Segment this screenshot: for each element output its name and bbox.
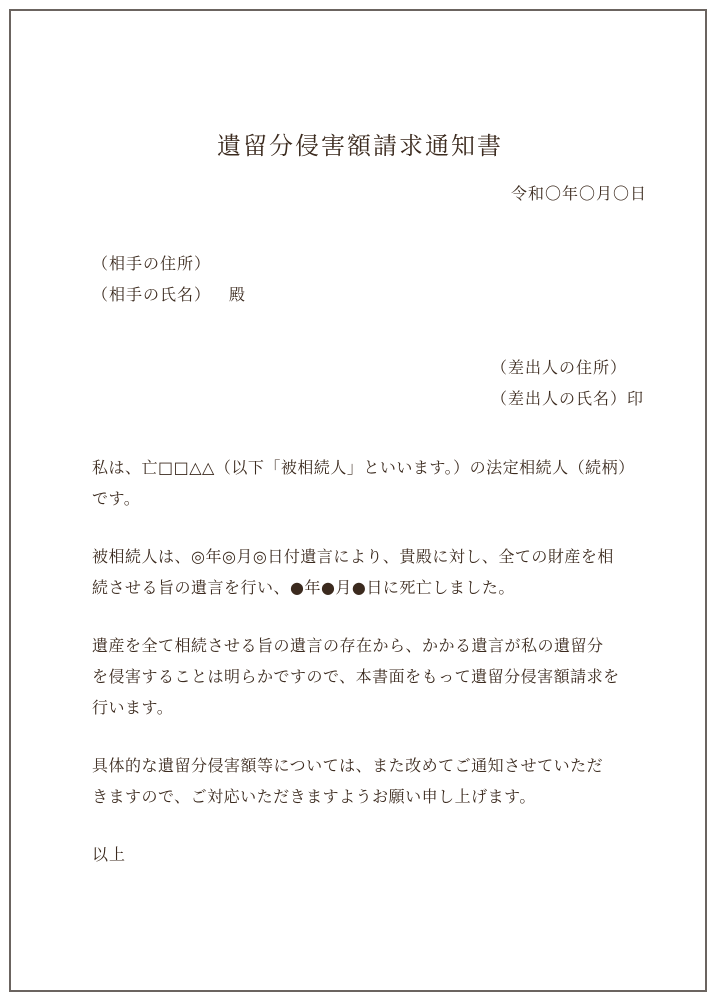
sender-address: （差出人の住所） xyxy=(491,358,628,377)
paragraph-line: 私は、亡□□△△（以下「被相続人」といいます。）の法定相続人（続柄） xyxy=(92,458,635,477)
document-page xyxy=(9,9,707,992)
paragraph-2 xyxy=(92,541,652,603)
recipient-name: （相手の氏名） xyxy=(92,285,212,304)
document-date: 令和〇年〇月〇日 xyxy=(510,184,647,203)
paragraph-line: 行います。 xyxy=(92,698,174,717)
paragraph-line: 遺産を全て相続させる旨の遺言の存在から、かかる遺言が私の遺留分 xyxy=(92,636,604,655)
paragraph-line: 具体的な遺留分侵害額等については、また改めてご通知させていただ xyxy=(92,756,604,775)
paragraph-3 xyxy=(92,630,652,723)
paragraph-line: 被相続人は、◎年◎月◎日付遺言により、貴殿に対し、全ての財産を相 xyxy=(92,547,614,566)
closing-text: 以上 xyxy=(92,845,127,864)
recipient-block xyxy=(92,248,246,310)
document-title: 遺留分侵害額請求通知書 xyxy=(217,132,503,160)
sender-name: （差出人の氏名）印 xyxy=(491,389,645,408)
sender-block xyxy=(491,352,644,414)
paragraph-4 xyxy=(92,750,652,812)
paragraph-1 xyxy=(92,452,652,514)
paragraph-line: 続させる旨の遺言を行い、●年●月●日に死亡しました。 xyxy=(92,578,515,597)
paragraph-line: です。 xyxy=(92,489,141,508)
body-text xyxy=(92,452,652,839)
paragraph-line: きますので、ご対応いただきますようお願い申し上げます。 xyxy=(92,787,536,806)
recipient-name-line xyxy=(92,279,246,310)
paragraph-line: を侵害することは明らかですので、本書面をもって遺留分侵害額請求を xyxy=(92,667,620,686)
recipient-honorific: 殿 xyxy=(229,285,247,304)
recipient-address: （相手の住所） xyxy=(92,254,212,273)
